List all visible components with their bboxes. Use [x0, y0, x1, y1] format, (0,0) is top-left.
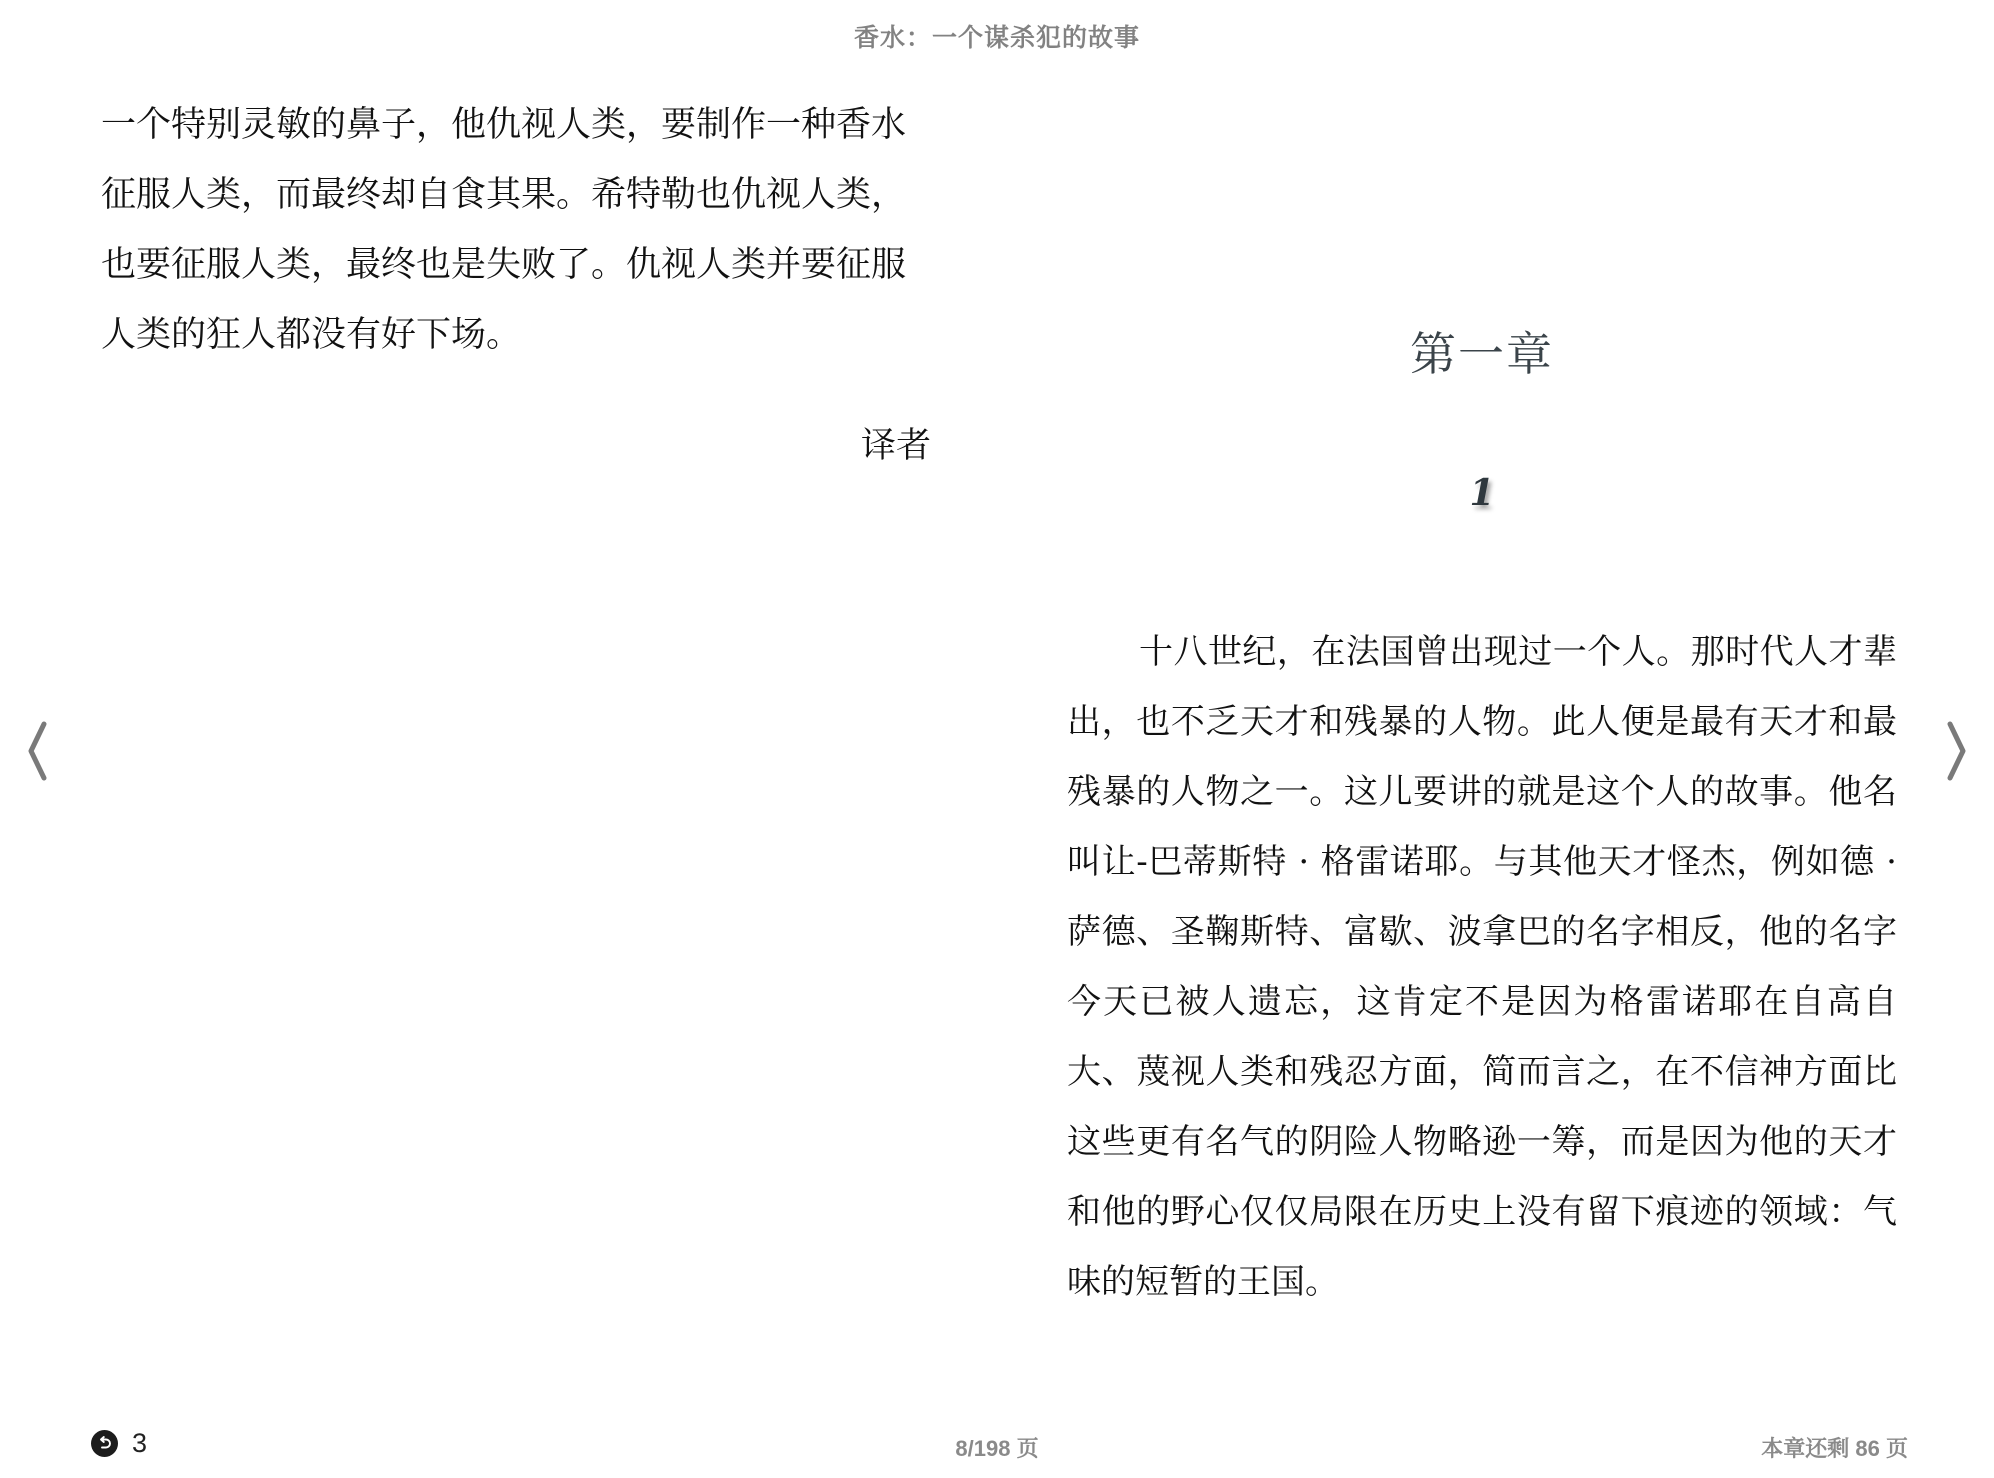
previous-page-button[interactable] — [18, 718, 58, 784]
reader-footer — [0, 1428, 1994, 1468]
chapter-remaining-pages: 本章还剩 86 页 — [1761, 1436, 1908, 1461]
chapter-title: 第一章 — [1410, 327, 1554, 381]
book-title: 香水：一个谋杀犯的故事 — [853, 23, 1140, 52]
page-indicator: 8/198 页 — [955, 1436, 1039, 1461]
left-page — [101, 90, 931, 468]
next-page-button[interactable] — [1936, 718, 1976, 784]
history-count: 3 — [132, 1428, 148, 1458]
left-page-paragraph: 一个特别灵敏的鼻子，他仇视人类，要制作一种香水征服人类，而最终却自食其果。希特勒也仇视人类，也要征服人类，最终也是失败了。仇视人类并要征服人类的狂人都没有好下场。 — [101, 105, 907, 355]
translator-signature: 译者 — [860, 426, 931, 466]
section-number: 1 — [1469, 472, 1495, 514]
right-page-paragraph: 十八世纪，在法国曾出现过一个人。那时代人才辈出，也不乏天才和残暴的人物。此人便是最有天才和最残暴的人物之一。这儿要讲的就是这个人的故事。他名叫让-巴蒂斯特 · 格雷诺耶。与其他天才怪杰，例如德 · 萨德、圣鞠斯特、富歇、波拿巴的名字相反，他的名字今天已被人遗忘，这肯定不是因为格雷诺耶在自高自大、蔑视人类和残忍方面，简而言之，在不信神方面比这些更有名气的阴险人物略逊一筹，而是因为他的天才和他的野心仅仅局限在历史上没有留下痕迹的领域：气味的短暂的王国。 — [1067, 632, 1897, 1302]
chevron-right-icon — [1936, 718, 1976, 784]
chevron-left-icon — [18, 718, 58, 784]
